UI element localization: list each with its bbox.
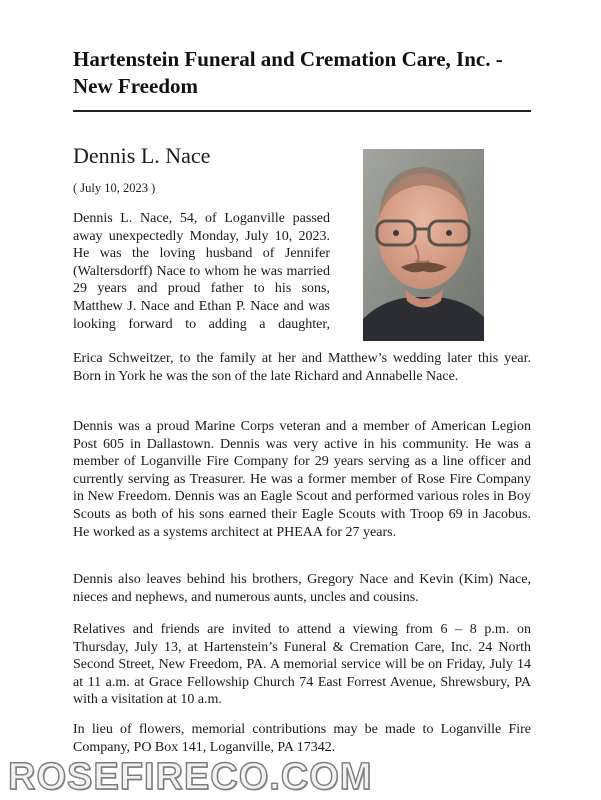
memorial-paragraph: In lieu of flowers, memorial contributions may be made to Loganville Fire Company, PO Box 141, Loganville, PA 17342. bbox=[73, 722, 531, 755]
portrait-photo-icon bbox=[363, 149, 484, 341]
portrait-photo bbox=[363, 149, 484, 341]
obituary-intro: Dennis L. Nace, 54, of Loganville passed away unexpectedly Monday, July 10, 2023. He was the loving husband of Jennifer (Waltersdorff) Nace to whom he was married 29 years and proud father to his sons, Matthew J. Nace and Ethan P. Nace and was looking forward to adding a daughter, bbox=[73, 211, 330, 332]
site-watermark: ROSEFIRECO.COM bbox=[8, 756, 373, 798]
date-of-death: ( July 10, 2023 ) bbox=[73, 181, 156, 195]
service-paragraph: Dennis was a proud Marine Corps veteran and a member of American Legion Post 605 in Dallastown. Dennis was very active in his community. He was a member of Loganville Fire Company for 29 years serving as a line officer and currently serving as Treasurer. He was a former member of Rose Fire Company in New Freedom. Dennis was an Eagle Scout and performed various roles in Boy Scouts as both of his sons earned their Eagle Scouts with Troop 69 in Jacobus. He worked as a systems architect at PHEAA for 27 years. bbox=[73, 419, 531, 540]
viewing-paragraph: Relatives and friends are invited to attend a viewing from 6 – 8 p.m. on Thursday, July 13, at Hartenstein’s Funeral & Cremation Care, Inc. 24 North Second Street, New Freedom, PA. A memorial service will be on Friday, July 14 at 11 a.m. at Grace Fellowship Church 74 East Forrest Avenue, Shrewsbury, PA with a visitation at 10 a.m. bbox=[73, 622, 531, 708]
family-paragraph: Dennis also leaves behind his brothers, Gregory Nace and Kevin (Kim) Nace, nieces and nephews, and numerous aunts, uncles and cousins. bbox=[73, 572, 531, 605]
obituary-intro-continued: Erica Schweitzer, to the family at her and Matthew’s wedding later this year. Born in York he was the son of the late Richard and Annabelle Nace. bbox=[73, 351, 531, 384]
funeral-home-title: Hartenstein Funeral and Cremation Care, Inc. - New Freedom bbox=[73, 47, 503, 98]
header-divider bbox=[73, 110, 531, 112]
deceased-name: Dennis L. Nace bbox=[73, 143, 211, 168]
